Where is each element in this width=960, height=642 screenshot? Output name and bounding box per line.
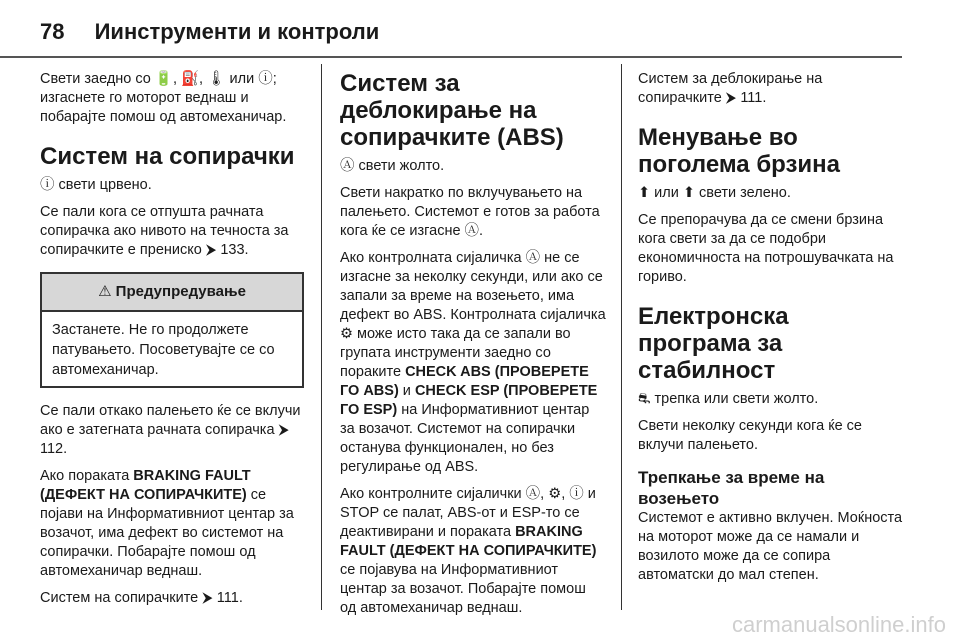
text: Ако пораката: [40, 468, 134, 484]
bold-message: BRAKING FAULT (ДЕФЕКТ НА СОПИРАЧКИТЕ): [340, 524, 597, 559]
paragraph: ⓘ свети црвено.: [40, 177, 152, 193]
text: Ако контролните сијалички Ⓐ, ⚙, ⓘ и STOP се палат, ABS-от и ESP-то се деактивирани и пораката: [340, 486, 596, 540]
paragraph: ⛐ трепка или свети жолто.: [638, 391, 819, 407]
text: на Информативниот центар за возачот. Системот на сопирачки останува функционален, но без регулирање од ABS.: [340, 402, 590, 475]
bold-message: CHECK ABS (ПРОВЕРЕТЕ ГО ABS): [340, 364, 589, 399]
warning-text: Застанете. Не го продолжете патувањето. Посоветувајте се со автомеханичар.: [52, 322, 275, 378]
paragraph: [40, 467, 304, 581]
paragraph: Се пали откако палењето ќе се вклучи ако е затегната рачната сопирачка ⮞ 112.: [40, 403, 301, 457]
warning-title: ⚠ Предупредување: [42, 274, 302, 312]
bold-message: CHECK ESP (ПРОВЕРЕТЕ ГО ESP): [340, 383, 598, 418]
section-heading-brake-system: Систем на сопирачки: [40, 143, 295, 170]
section-heading-esp: Електронска програма за стабилност: [638, 303, 789, 384]
text: се појави на Информативниот центар за возачот, има дефект во системот на сопирачки. Побарајте помош од автомеханичар веднаш.: [40, 487, 294, 579]
paragraph: Системот е активно вклучен. Моќноста на моторот може да се намали и возилото може да се сопира автоматски до мал степен.: [638, 510, 903, 583]
paragraph: ⬆ или ⬆ свети зелено.: [638, 185, 791, 201]
warning-box: [40, 272, 304, 388]
column-divider-2: [621, 64, 622, 610]
paragraph: Свети заедно со 🔋, ⛽, 🌡 или ⓘ; изгаснете го моторот веднаш и побарајте помош од автомеханичар.: [40, 71, 287, 125]
section-heading-abs: Систем за деблокирање на сопирачките (ABS): [340, 70, 564, 151]
watermark: carmanualsonline.info: [731, 612, 946, 637]
text: Ако контролната сијаличка Ⓐ не се изгасне за неколку секунди, или ако се запали за време на возењето, има дефект во ABS. Контролната сијаличка ⚙ може исто така да се запали во групата инструменти заедно со пораките: [340, 250, 606, 380]
paragraph: Систем за деблокирање на сопирачките ⮞ 111.: [638, 71, 823, 106]
paragraph: Систем на сопирачките ⮞ 111.: [40, 590, 243, 606]
column-divider-1: [321, 64, 322, 610]
paragraph: Свети неколку секунди кога ќе се вклучи палењето.: [638, 418, 862, 453]
paragraph: [340, 485, 606, 618]
subsection-heading-flashing: Трепкање за време на возењето: [638, 468, 825, 508]
column-2: [340, 70, 606, 626]
page-header: [40, 14, 379, 50]
column-3: [638, 70, 904, 593]
bold-message: BRAKING FAULT (ДЕФЕКТ НА СОПИРАЧКИТЕ): [40, 468, 251, 503]
text: и: [398, 383, 415, 399]
header-rule: [0, 56, 902, 58]
paragraph: Се препорачува да се смени брзина кога свети за да се подобри економичноста на потрошувачката на гориво.: [638, 212, 894, 285]
page-title: Иинструменти и контроли: [94, 19, 380, 44]
column-1: [40, 70, 304, 616]
paragraph: Ⓐ свети жолто.: [340, 158, 445, 174]
text: се појавува на Информативниот центар за возачот. Побарајте помош од автомеханичар веднаш.: [340, 562, 586, 616]
page-number: 78: [40, 19, 65, 44]
section-heading-upshift: Менување во поголема брзина: [638, 124, 841, 178]
paragraph: Свети накратко по вклучувањето на палењето. Системот е готов за работа кога ќе се изгасне Ⓐ.: [340, 185, 600, 239]
paragraph: [340, 249, 606, 477]
paragraph: Се пали кога се отпушта рачната сопирачка ако нивото на течноста за сопирачките е прениско ⮞ 133.: [40, 204, 289, 258]
